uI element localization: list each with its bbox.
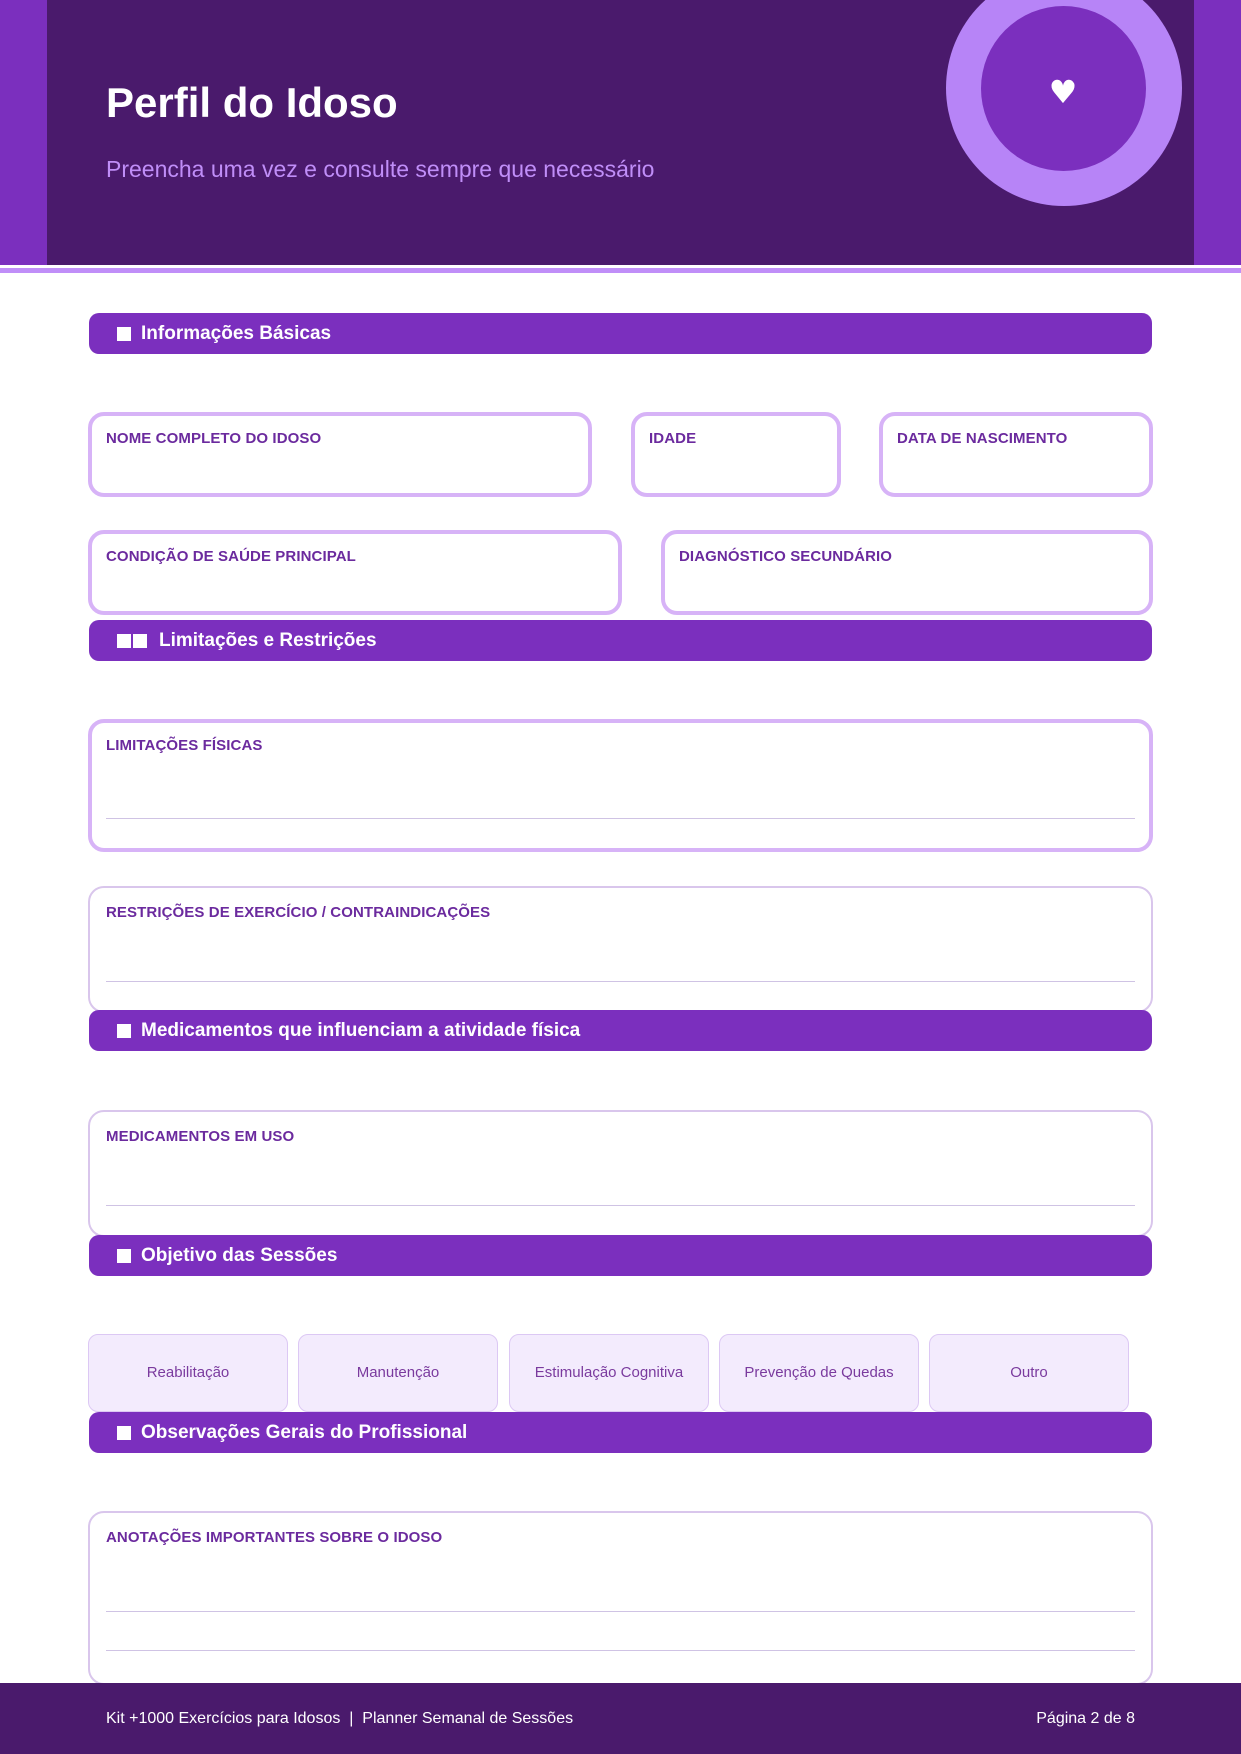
write-line: [106, 981, 1135, 982]
goal-option-cognitive-stimulation[interactable]: Estimulação Cognitiva: [509, 1334, 709, 1412]
section-title: Informações Básicas: [141, 323, 332, 344]
write-line: [106, 1611, 1135, 1612]
medications-in-use-field[interactable]: [88, 1110, 1153, 1237]
field-label: CONDIÇÃO DE SAÚDE PRINCIPAL: [106, 548, 356, 565]
section-header-basic-info: [89, 313, 1152, 354]
header-divider: [0, 268, 1241, 273]
page-number: Página 2 de 8: [1036, 1710, 1135, 1727]
write-line: [106, 1205, 1135, 1206]
section-header-medications: [89, 1010, 1152, 1051]
square-bullet-icon: [117, 634, 131, 648]
exercise-restrictions-field[interactable]: [88, 886, 1153, 1013]
age-field[interactable]: [631, 412, 841, 497]
section-header-notes: [89, 1412, 1152, 1453]
field-label: IDADE: [649, 430, 697, 447]
section-title: Limitações e Restrições: [159, 630, 377, 651]
important-notes-field[interactable]: [88, 1511, 1153, 1685]
square-bullet-icon: [117, 1024, 131, 1038]
field-label: MEDICAMENTOS EM USO: [106, 1128, 295, 1145]
field-label: DIAGNÓSTICO SECUNDÁRIO: [679, 548, 893, 565]
page-subtitle: Preencha uma vez e consulte sempre que necessário: [106, 156, 655, 182]
birth-date-field[interactable]: [879, 412, 1153, 497]
field-label: RESTRIÇÕES DE EXERCÍCIO / CONTRAINDICAÇÕES: [106, 904, 491, 921]
write-line: [106, 818, 1135, 819]
full-name-field[interactable]: [88, 412, 592, 497]
square-bullet-icon: [117, 1249, 131, 1263]
square-bullet-icon: [117, 1426, 131, 1440]
goal-option-fall-prevention[interactable]: Prevenção de Quedas: [719, 1334, 919, 1412]
goal-option-other[interactable]: Outro: [929, 1334, 1129, 1412]
field-label: DATA DE NASCIMENTO: [897, 430, 1068, 447]
section-title: Medicamentos que influenciam a atividade física: [141, 1020, 581, 1041]
goal-option-rehabilitation[interactable]: Reabilitação: [88, 1334, 288, 1412]
field-label: ANOTAÇÕES IMPORTANTES SOBRE O IDOSO: [106, 1529, 443, 1546]
section-header-goals: [89, 1235, 1152, 1276]
square-bullet-icon: [133, 634, 147, 648]
page-header: [0, 0, 1241, 265]
page-footer: [0, 1683, 1241, 1754]
goal-option-maintenance[interactable]: Manutenção: [298, 1334, 498, 1412]
section-header-limitations: [89, 620, 1152, 661]
write-line: [106, 1650, 1135, 1651]
heart-icon: ♥: [1048, 73, 1078, 111]
section-title: Observações Gerais do Profissional: [141, 1422, 468, 1443]
page-title: Perfil do Idoso: [106, 79, 398, 126]
physical-limitations-field[interactable]: [88, 719, 1153, 852]
square-bullet-icon: [117, 327, 131, 341]
main-condition-field[interactable]: [88, 530, 622, 615]
section-title: Objetivo das Sessões: [141, 1245, 338, 1266]
secondary-diagnosis-field[interactable]: [661, 530, 1153, 615]
field-label: LIMITAÇÕES FÍSICAS: [106, 737, 263, 754]
field-label: NOME COMPLETO DO IDOSO: [106, 430, 322, 447]
header-accent-right: [1194, 0, 1241, 265]
header-accent-left: [0, 0, 47, 265]
footer-title: Kit +1000 Exercícios para Idosos | Planner Semanal de Sessões: [106, 1710, 574, 1727]
